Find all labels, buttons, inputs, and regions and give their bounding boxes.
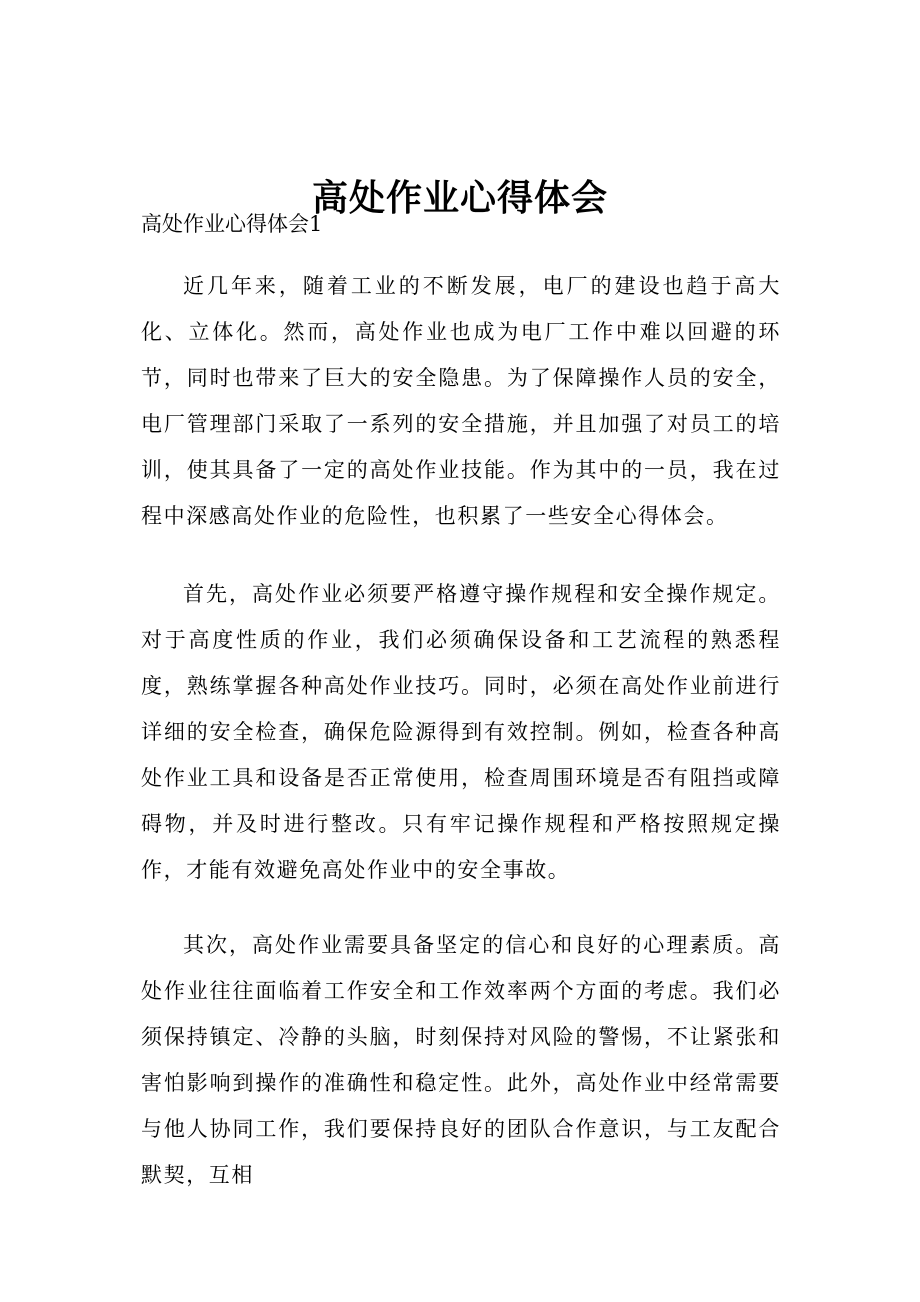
- paragraph-3: 其次，高处作业需要具备坚定的信心和良好的心理素质。高处作业往往面临着工作安全和工作效率两个方面的考虑。我们必须保持镇定、冷静的头脑，时刻保持对风险的警惕，不让紧张和害怕影响到操作的准确性和稳定性。此外，高处作业中经常需要与他人协同工作，我们要保持良好的团队合作意识，与工友配合默契，互相: [141, 933, 781, 1187]
- paragraph-1: 近几年来，随着工业的不断发展，电厂的建设也趋于高大化、立体化。然而，高处作业也成为电厂工作中难以回避的环节，同时也带来了巨大的安全隐患。为了保障操作人员的安全，电厂管理部门采取了一系列的安全措施，并且加强了对员工的培训，使其具备了一定的高处作业技能。作为其中的一员，我在过程中深感高处作业的危险性，也积累了一些安全心得体会。: [141, 274, 781, 528]
- document-title: 高处作业心得体会: [311, 177, 608, 220]
- paragraph-2: 首先，高处作业必须要严格遵守操作规程和安全操作规定。对于高度性质的作业，我们必须确保设备和工艺流程的熟悉程度，熟练掌握各种高处作业技巧。同时，必须在高处作业前进行详细的安全检查，确保危险源得到有效控制。例如，检查各种高处作业工具和设备是否正常使用，检查周围环境是否有阻挡或障碍物，并及时进行整改。只有牢记操作规程和严格按照规定操作，才能有效避免高处作业中的安全事故。: [141, 582, 781, 882]
- document-subtitle: 高处作业心得体会1: [141, 212, 323, 236]
